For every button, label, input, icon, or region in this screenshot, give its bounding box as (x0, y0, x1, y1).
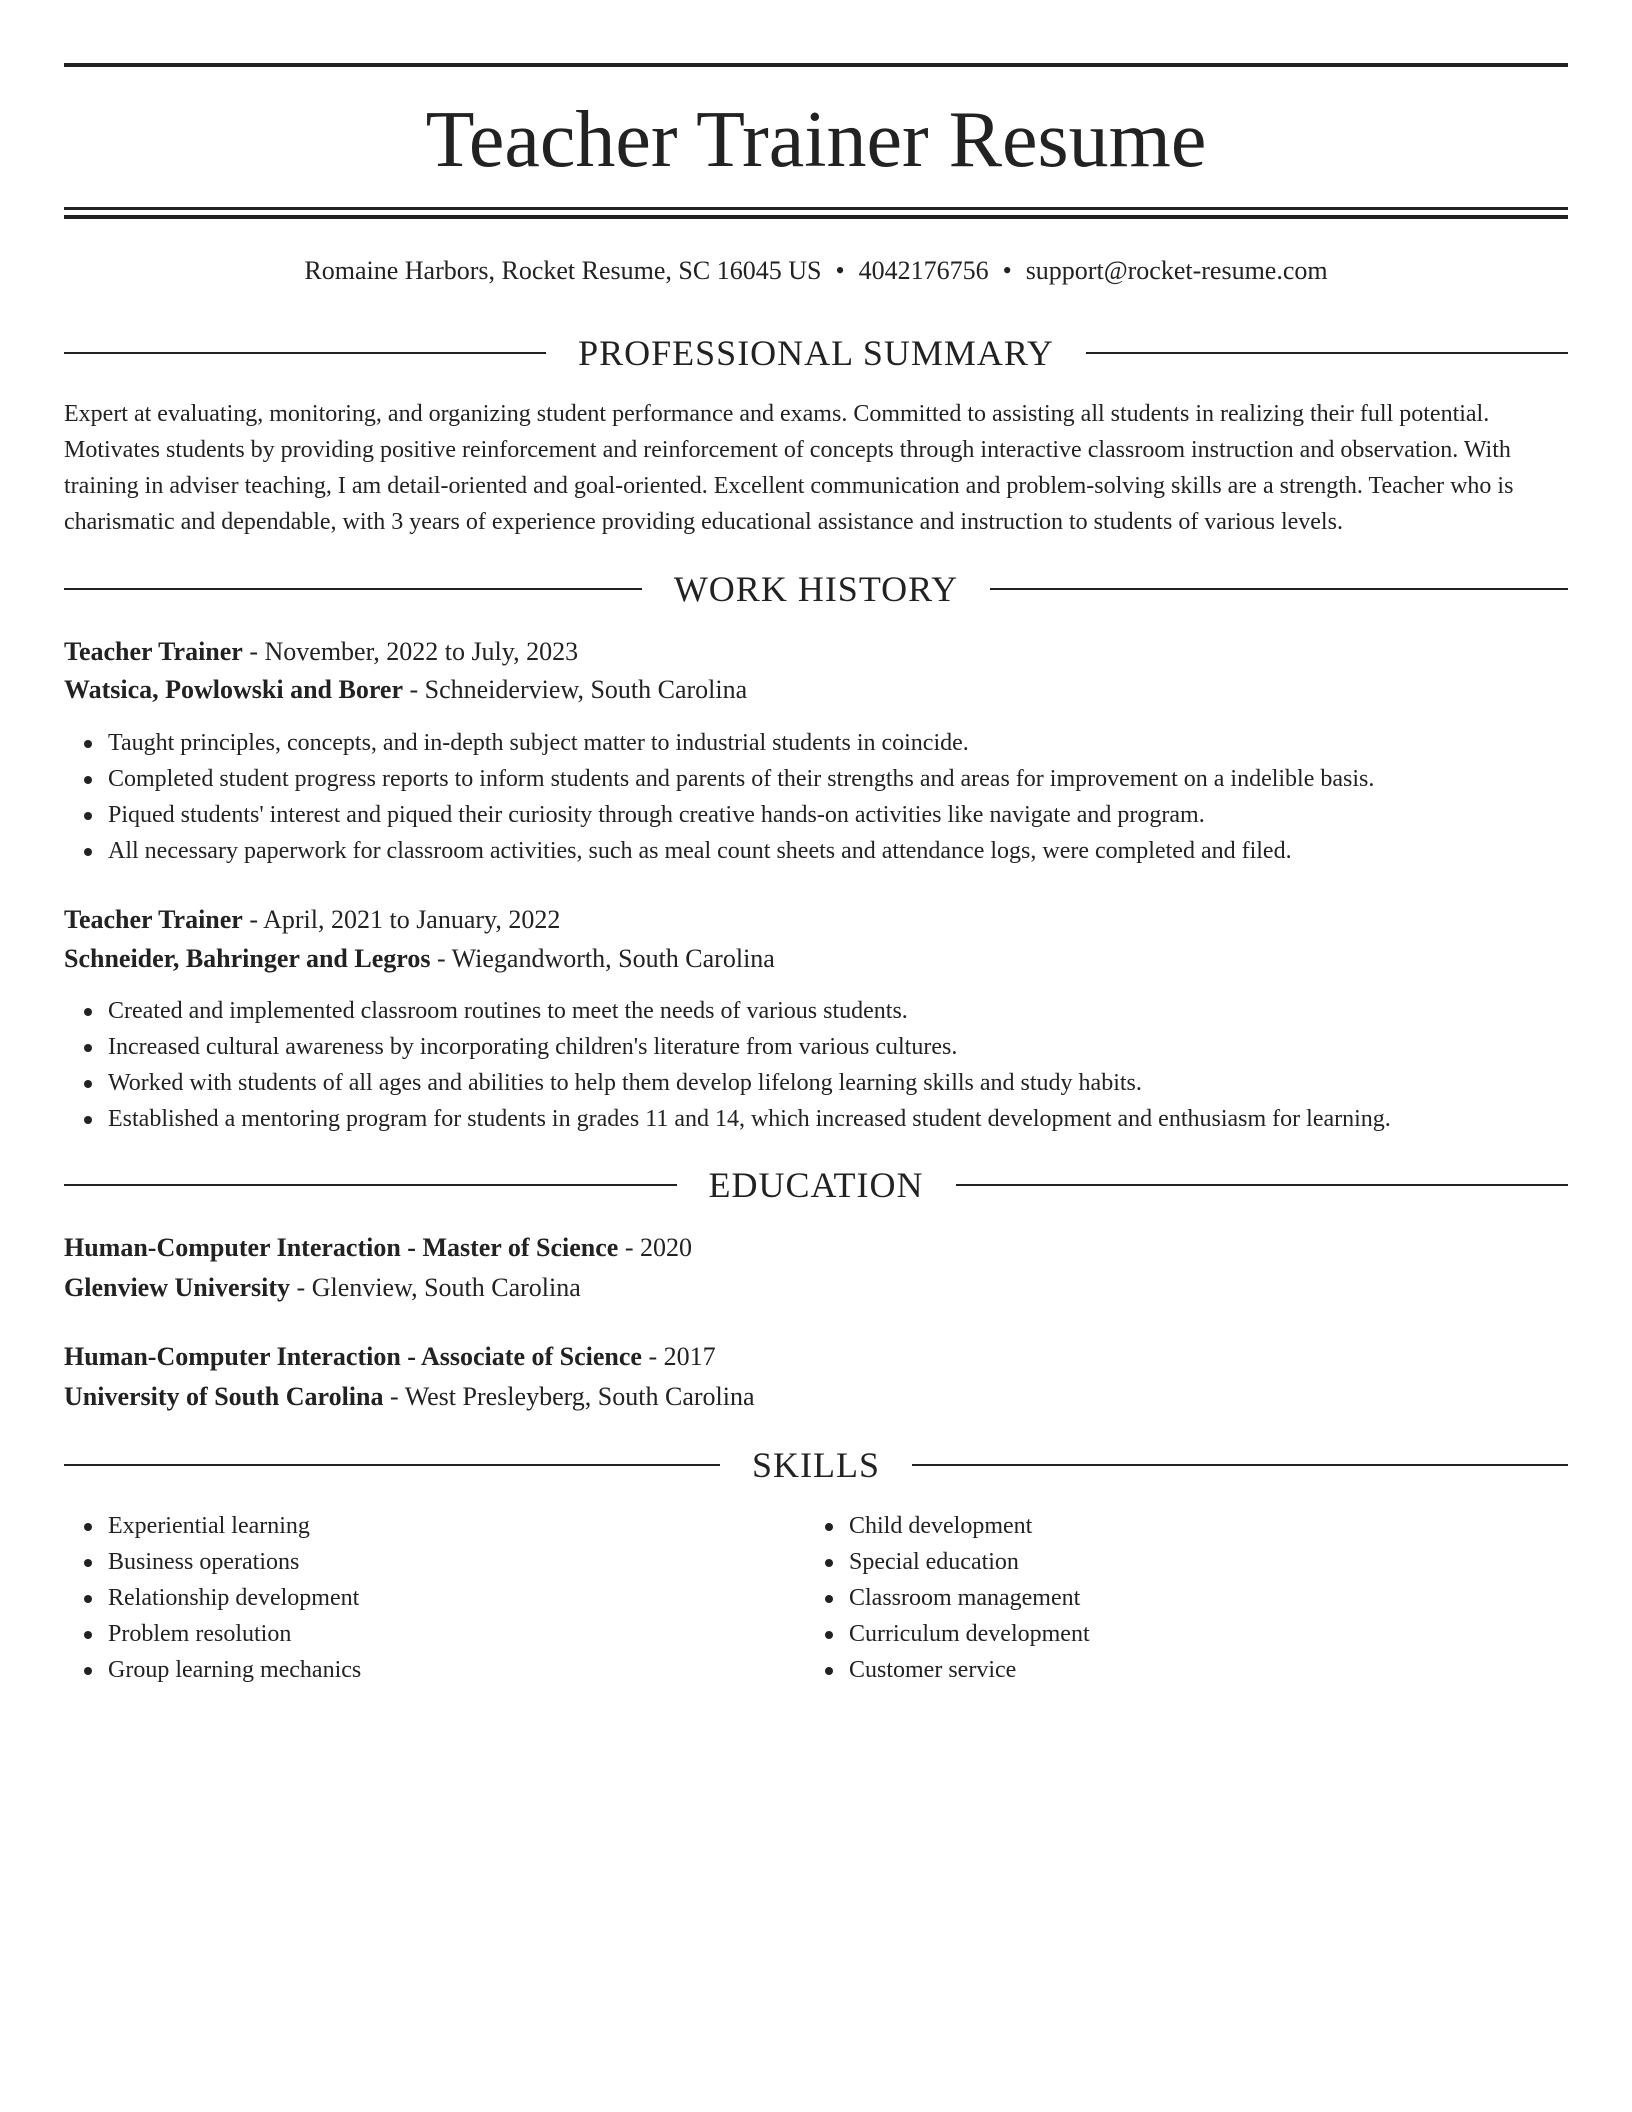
job-dates: - April, 2021 to January, 2022 (242, 905, 561, 934)
job-title: Teacher Trainer (64, 905, 243, 934)
job-company-line (64, 941, 1568, 977)
education-degree: Human-Computer Interaction - Associate of Science (64, 1342, 642, 1371)
list-item: Increased cultural awareness by incorporating children's literature from various cultures. (108, 1029, 1612, 1065)
job-location: - Schneiderview, South Carolina (402, 675, 748, 704)
education-school-line (64, 1379, 1568, 1415)
section-title: PROFESSIONAL SUMMARY (578, 333, 1054, 373)
summary-text: Expert at evaluating, monitoring, and organizing student performance and exams. Committed to assisting all students in realizing their full potential. Motivates students by providing positive reinforcement and reinforcement of concepts through interactive classroom instruction and observation. With training in adviser teaching, I am detail-oriented and goal-oriented. Excellent communication and problem-solving skills are a strength. Teacher who is charismatic and dependable, with 3 years of experience providing educational assistance and instruction to students of various levels. (64, 401, 1514, 535)
top-rule (64, 63, 1568, 67)
skills-list-right (805, 1508, 1632, 1688)
education-degree: Human-Computer Interaction - Master of Science (64, 1233, 619, 1262)
skill-item: Customer service (849, 1652, 1632, 1688)
section-title: WORK HISTORY (673, 569, 959, 609)
education-year: - 2020 (618, 1233, 692, 1262)
heading-rule-right (912, 1464, 1568, 1466)
skill-item: Special education (849, 1544, 1632, 1580)
heading-rule-left (64, 1184, 677, 1186)
list-item: Worked with students of all ages and abilities to help them develop lifelong learning skills and study habits. (108, 1065, 1612, 1101)
education-school: University of South Carolina (64, 1382, 384, 1411)
education-location: - Glenview, South Carolina (290, 1273, 581, 1302)
section-heading-skills (64, 1443, 1568, 1487)
heading-rule-right (990, 588, 1568, 590)
job-title: Teacher Trainer (64, 637, 243, 666)
education-school: Glenview University (64, 1273, 291, 1302)
list-item: Piqued students' interest and piqued their curiosity through creative hands-on activities like navigate and program. (108, 797, 1612, 833)
list-item: Completed student progress reports to inform students and parents of their strengths and areas for improvement on a indelible basis. (108, 761, 1612, 797)
list-item: Established a mentoring program for students in grades 11 and 14, which increased student development and enthusiasm for learning. (108, 1101, 1612, 1137)
education-degree-line (64, 1339, 1568, 1375)
heading-rule-right (1086, 352, 1568, 354)
contact-separator: • (1002, 256, 1012, 285)
contact-address: Romaine Harbors, Rocket Resume, SC 16045 US (304, 256, 822, 285)
job-company-line (64, 672, 1568, 708)
heading-rule-left (64, 1464, 720, 1466)
skill-item: Curriculum development (849, 1616, 1632, 1652)
education-location: - West Presleyberg, South Carolina (383, 1382, 755, 1411)
skill-item: Group learning mechanics (108, 1652, 1612, 1688)
heading-rule-right (956, 1184, 1569, 1186)
section-heading-work-history (64, 567, 1568, 611)
skill-item: Relationship development (108, 1580, 1612, 1616)
heading-rule-left (64, 352, 546, 354)
list-item: Taught principles, concepts, and in-depth subject matter to industrial students in coincide. (108, 725, 1612, 761)
heading-rule-left (64, 588, 642, 590)
skill-item: Child development (849, 1508, 1632, 1544)
title-rule-lower (64, 215, 1568, 219)
section-title: EDUCATION (708, 1165, 924, 1205)
education-degree-line (64, 1230, 1568, 1266)
contact-line (64, 254, 1568, 288)
job-dates: - November, 2022 to July, 2023 (242, 637, 579, 666)
job-location: - Wiegandworth, South Carolina (430, 944, 775, 973)
section-title: SKILLS (752, 1445, 881, 1485)
job-bullets (64, 993, 1612, 1137)
title-rule-upper (64, 207, 1568, 210)
contact-separator: • (835, 256, 845, 285)
contact-phone: 4042176756 (858, 256, 989, 285)
section-heading-education (64, 1163, 1568, 1207)
job-title-line (64, 902, 1568, 938)
job-company: Schneider, Bahringer and Legros (64, 944, 431, 973)
education-school-line (64, 1270, 1568, 1306)
education-year: - 2017 (641, 1342, 716, 1371)
list-item: All necessary paperwork for classroom activities, such as meal count sheets and attendance logs, were completed and filed. (108, 833, 1612, 869)
job-title-line (64, 634, 1568, 670)
section-heading-summary (64, 331, 1568, 375)
job-company: Watsica, Powlowski and Borer (64, 675, 403, 704)
list-item: Created and implemented classroom routines to meet the needs of various students. (108, 993, 1612, 1029)
skill-item: Experiential learning (108, 1508, 1612, 1544)
skill-item: Problem resolution (108, 1616, 1612, 1652)
resume-title: Teacher Trainer Resume (425, 96, 1207, 184)
job-bullets (64, 725, 1612, 869)
skill-item: Business operations (108, 1544, 1612, 1580)
contact-email: support@rocket-resume.com (1025, 256, 1328, 285)
skill-item: Classroom management (849, 1580, 1632, 1616)
